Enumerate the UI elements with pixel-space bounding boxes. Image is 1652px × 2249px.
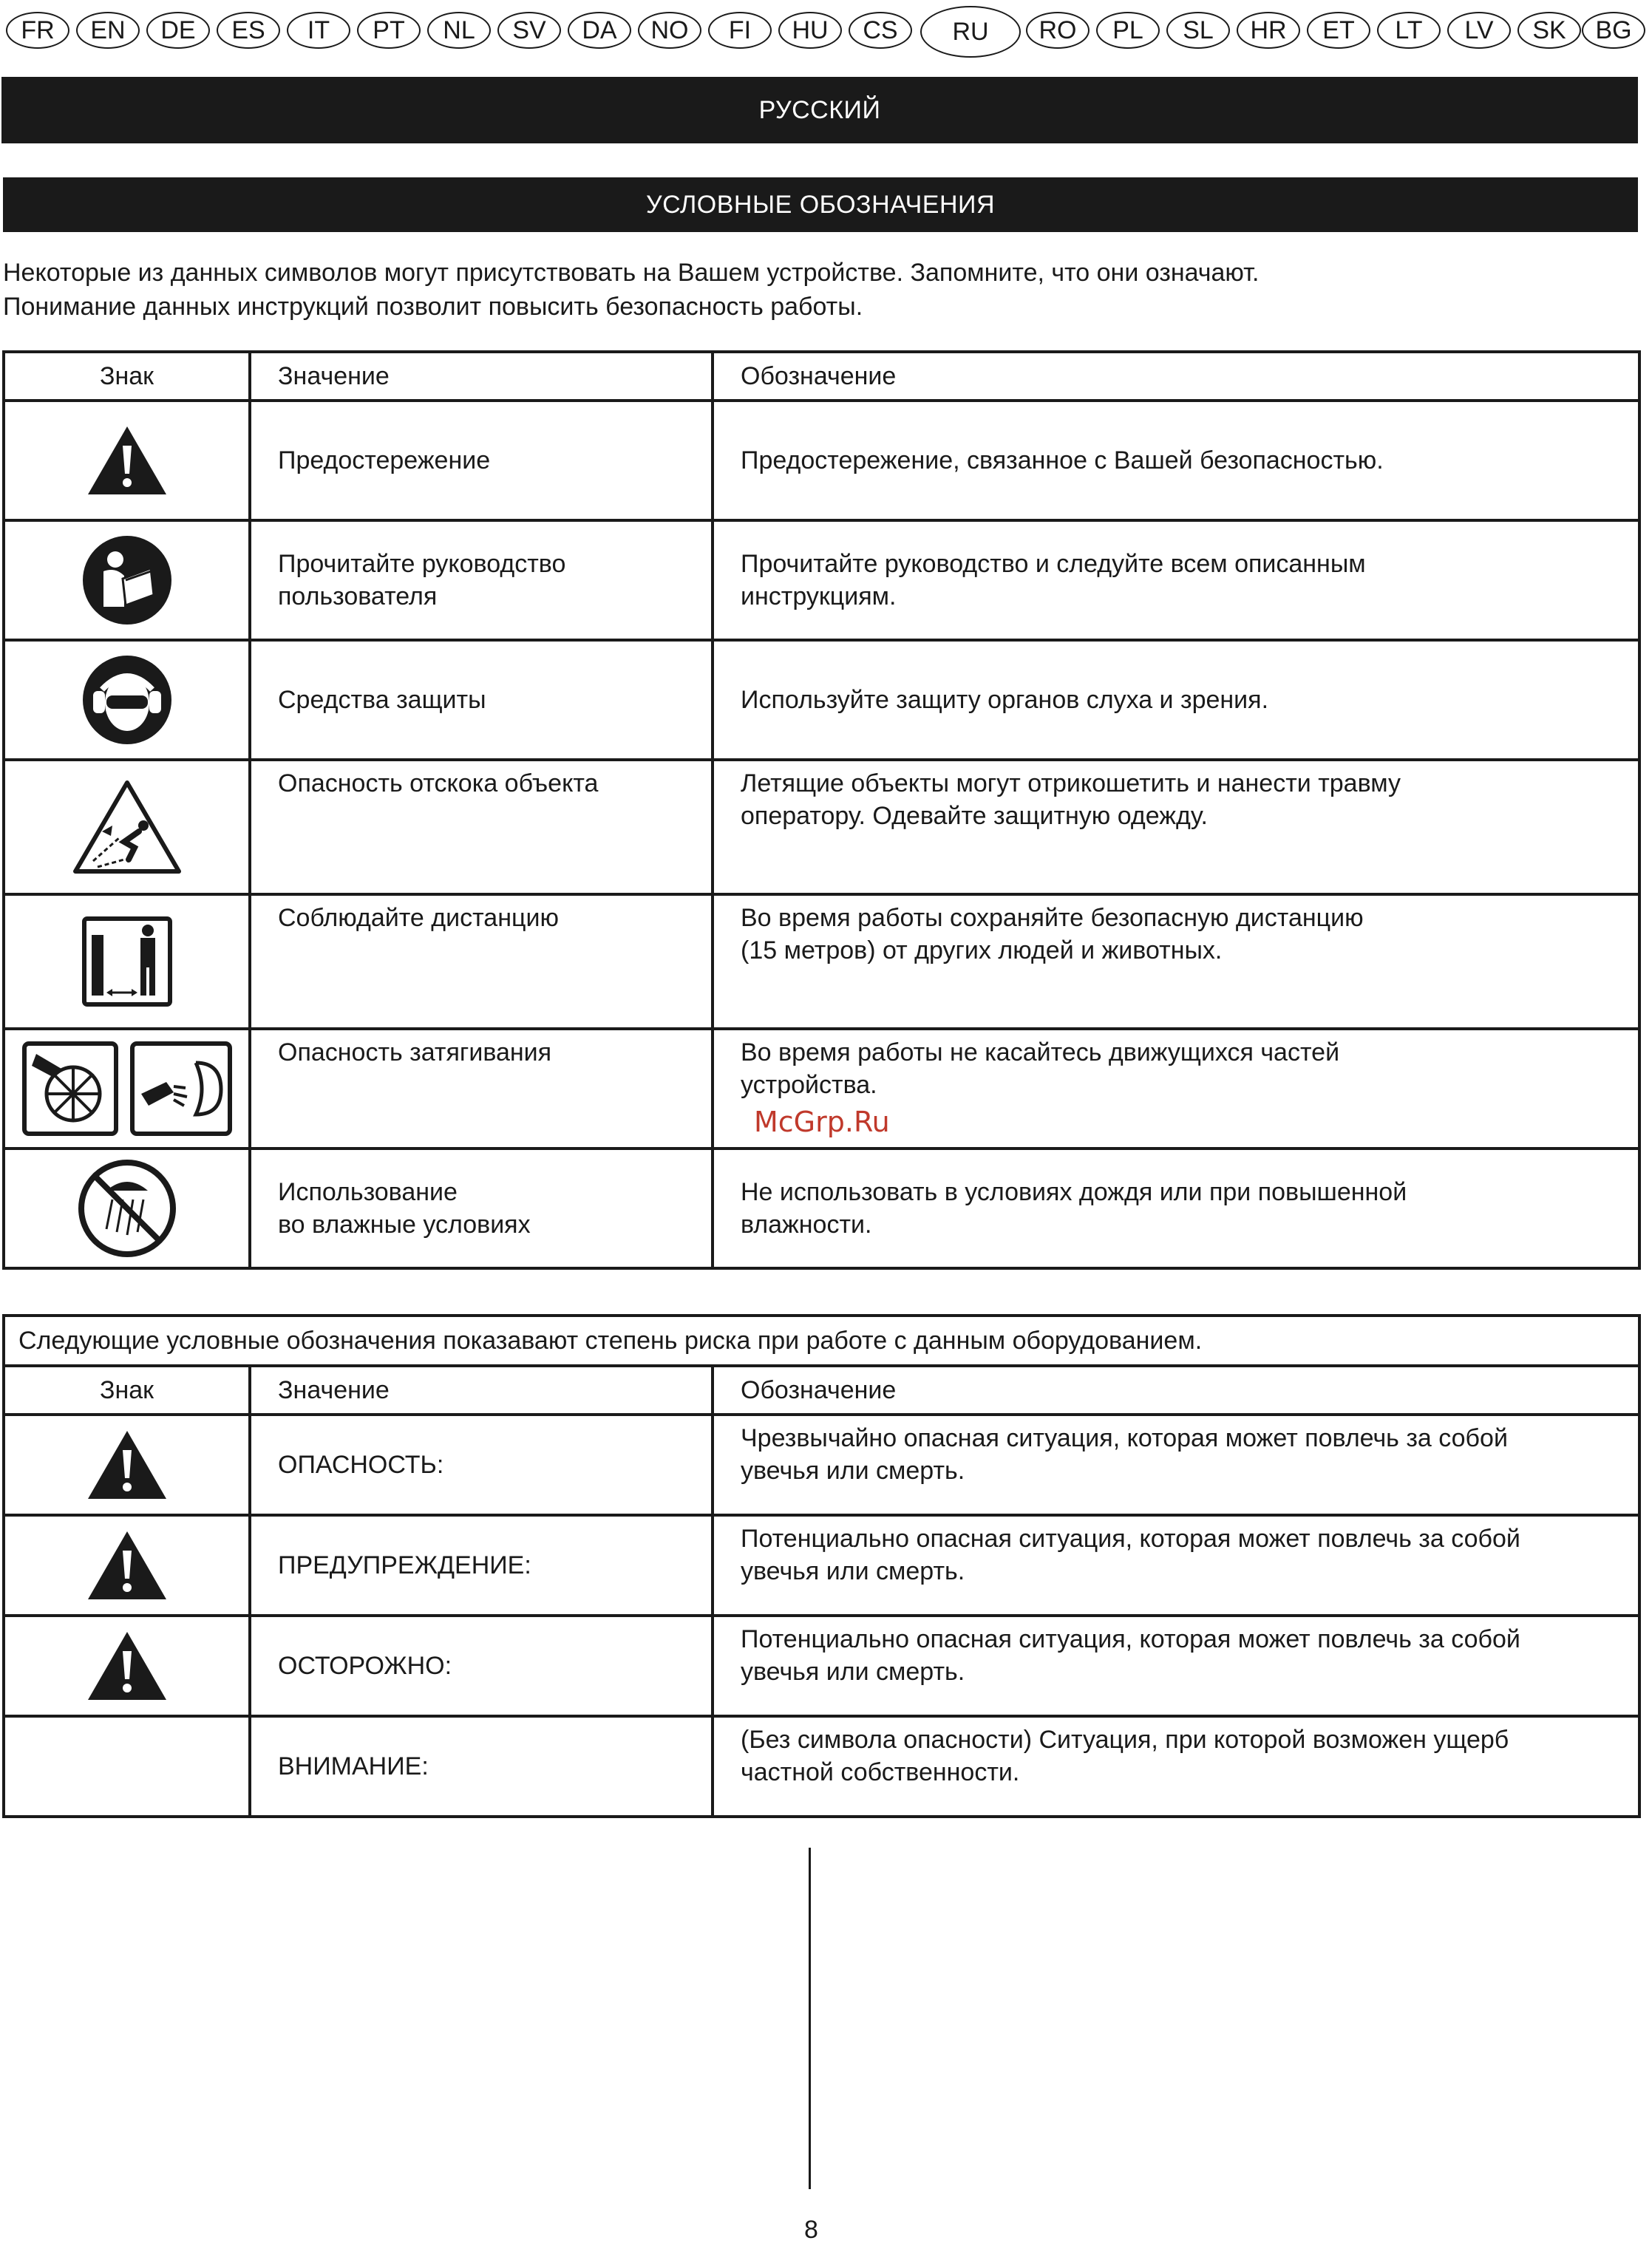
designation-line: частной собственности. [741,1758,1020,1786]
meaning-cell [250,401,713,520]
meaning-line: Соблюдайте дистанцию [278,904,559,932]
section-title-bar [3,177,1638,232]
table-caption-row [4,1316,1639,1366]
designation-cell [713,1716,1639,1817]
meaning-line: Предостережение [278,446,491,474]
designation-line: Летящие объекты могут отрикошетить и нанести травму [741,769,1401,797]
designation-line: Потенциально опасная ситуация, которая может повлечь за собой [741,1525,1520,1553]
designation-cell [713,401,1639,520]
header-designation: Обозначение [713,352,1639,401]
watermark: McGrp.Ru [754,1106,890,1138]
intro-line: Некоторые из данных символов могут присутствовать на Вашем устройстве. Запомните, что они означают. [3,259,1260,287]
lang-tab-lv[interactable]: LV [1447,12,1511,49]
header-designation: Обозначение [713,1366,1639,1415]
intro-text [3,256,1629,324]
meaning-cell [250,1029,713,1149]
lang-tab-pt[interactable]: PT [357,12,421,49]
language-title-bar [1,77,1638,143]
lang-tab-ro[interactable]: RO [1026,12,1090,49]
page-number: 8 [804,2216,818,2244]
designation-cell [713,1415,1639,1515]
designation-line: Во время работы сохраняйте безопасную дистанцию [741,904,1364,932]
section-title: УСЛОВНЫЕ ОБОЗНАЧЕНИЯ [645,190,996,219]
meaning-cell [250,760,713,894]
table-row [4,1415,1639,1515]
designation-cell [713,1616,1639,1716]
lang-tab-hr[interactable]: HR [1237,12,1300,49]
header-sign: Знак [4,352,250,401]
table-row [4,894,1639,1029]
entanglement-hazard-icon [4,1029,250,1149]
lang-tab-et[interactable]: ET [1307,12,1370,49]
lang-tab-hu[interactable]: HU [778,12,842,49]
designation-cell [713,894,1639,1029]
eye-ear-protection-icon [4,640,250,760]
designation-line: Предостережение, связанное с Вашей безопасностью. [741,446,1384,474]
column-divider [809,1848,811,2189]
table-row [4,1149,1639,1268]
intro-line: Понимание данных инструкций позволит повысить безопасность работы. [3,293,863,321]
language-title: РУССКИЙ [758,95,881,124]
designation-line: (15 метров) от других людей и животных. [741,936,1223,964]
table-row [4,1716,1639,1817]
lang-tab-sl[interactable]: SL [1166,12,1230,49]
lang-tab-en[interactable]: EN [76,12,140,49]
designation-cell [713,1515,1639,1616]
header-meaning: Значение [250,352,713,401]
warning-triangle-icon [4,1515,250,1616]
designation-line: оператору. Одевайте защитную одежду. [741,802,1208,830]
designation-cell [713,520,1639,640]
meaning-line: Опасность отскока объекта [278,769,599,797]
meaning-cell [250,640,713,760]
designation-cell [713,1149,1639,1268]
meaning-cell [250,1149,713,1268]
designation-line: устройства. [741,1071,877,1099]
meaning-line: Средства защиты [278,686,486,714]
read-manual-icon [4,520,250,640]
meaning-cell: ПРЕДУПРЕЖДЕНИЕ: [250,1515,713,1616]
designation-line: инструкциям. [741,582,897,610]
designation-line: влажности. [741,1211,872,1239]
meaning-cell [250,520,713,640]
risk-levels-table [2,1314,1641,1818]
empty-sign-cell [4,1716,250,1817]
designation-line: увечья или смерть. [741,1457,965,1485]
designation-cell [713,640,1639,760]
designation-line: Потенциально опасная ситуация, которая может повлечь за собой [741,1625,1520,1653]
lang-tab-sk[interactable]: SK [1517,12,1581,49]
table-row [4,640,1639,760]
language-tabs [6,6,1645,59]
ricochet-hazard-icon [4,760,250,894]
lang-tab-es[interactable]: ES [217,12,280,49]
header-sign: Знак [4,1366,250,1415]
designation-line: Не использовать в условиях дождя или при повышенной [741,1178,1407,1206]
warning-triangle-icon [4,1415,250,1515]
meaning-cell [250,894,713,1029]
header-meaning: Значение [250,1366,713,1415]
lang-tab-pl[interactable]: PL [1096,12,1160,49]
designation-line: увечья или смерть. [741,1658,965,1686]
warning-triangle-icon [4,1616,250,1716]
lang-tab-it[interactable]: IT [287,12,350,49]
table-header-row [4,352,1639,401]
designation-line: Во время работы не касайтесь движущихся частей [741,1038,1340,1066]
designation-line: Чрезвычайно опасная ситуация, которая может повлечь за собой [741,1424,1508,1452]
designation-line: (Без символа опасности) Ситуация, при которой возможен ущерб [741,1726,1509,1754]
designation-line: увечья или смерть. [741,1557,965,1585]
table-row [4,1616,1639,1716]
table-row [4,520,1639,640]
lang-tab-no[interactable]: NO [638,12,701,49]
meaning-line: Прочитайте руководство [278,550,566,578]
lang-tab-da[interactable]: DA [568,12,631,49]
meaning-cell: ВНИМАНИЕ: [250,1716,713,1817]
table-header-row [4,1366,1639,1415]
lang-tab-lt[interactable]: LT [1377,12,1441,49]
table-row [4,760,1639,894]
meaning-line: пользователя [278,582,438,610]
keep-distance-icon [4,894,250,1029]
meaning-line: во влажные условиях [278,1211,531,1239]
lang-tab-de[interactable]: DE [146,12,210,49]
meaning-cell: ОСТОРОЖНО: [250,1616,713,1716]
table-row [4,1515,1639,1616]
designation-cell [713,760,1639,894]
lang-tab-bg[interactable]: BG [1582,12,1645,49]
meaning-line: Использование [278,1178,458,1206]
meaning-line: Опасность затягивания [278,1038,552,1066]
lang-tab-cs[interactable]: CS [849,12,912,49]
warning-triangle-icon [4,401,250,520]
meaning-cell: ОПАСНОСТЬ: [250,1415,713,1515]
lang-tab-fi[interactable]: FI [708,12,772,49]
lang-tab-sv[interactable]: SV [497,12,561,49]
designation-line: Прочитайте руководство и следуйте всем описанным [741,550,1366,578]
no-rain-icon [4,1149,250,1268]
designation-line: Используйте защиту органов слуха и зрения. [741,686,1269,714]
lang-tab-ru[interactable]: RU [920,6,1021,58]
table-row [4,401,1639,520]
lang-tab-nl[interactable]: NL [427,12,491,49]
lang-tab-fr[interactable]: FR [6,12,69,49]
table-caption: Следующие условные обозначения показавают степень риска при работе с данным оборудованием. [4,1316,1639,1366]
